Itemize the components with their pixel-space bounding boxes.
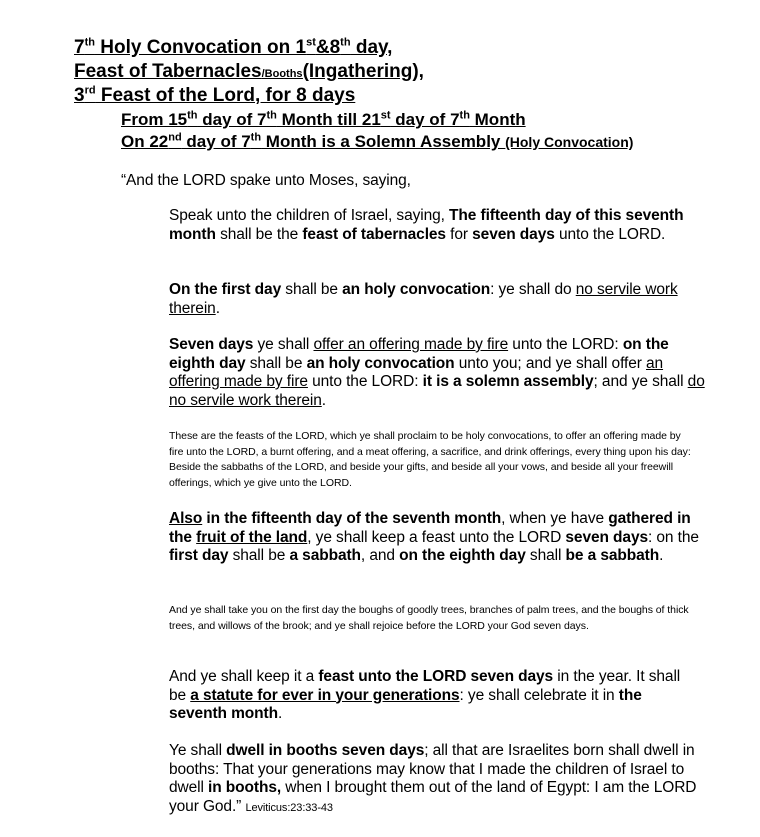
intro-line: “And the LORD spake unto Moses, saying, bbox=[121, 172, 411, 189]
verse-paragraph-3: Seven days ye shall offer an offering made by fire unto the LORD: on the eighth day shall be an holy convocation unto you; and ye shall offer an offering made by fire unto the LORD: it is a solemn assembly; and ye shall do no servile work therein. bbox=[169, 336, 705, 409]
heading-solemn-assembly: On 22nd day of 7th Month is a Solemn Assembly (Holy Convocation) bbox=[121, 131, 634, 151]
verse-paragraph-6: And ye shall take you on the first day the boughs of goodly trees, branches of palm trees, and the boughs of thick trees, and willows of the brook; and ye shall rejoice before the LORD your God seven days. bbox=[169, 604, 689, 632]
heading-date-range: From 15th day of 7th Month till 21st day of 7th Month bbox=[121, 109, 526, 129]
verse-paragraph-5: Also in the fifteenth day of the seventh month, when ye have gathered in the fruit of the land, ye shall keep a feast unto the LORD seven days: on the first day shall be a sabbath, and on the eighth day shall be a sabbath. bbox=[169, 510, 699, 564]
heading-feast-of-tabernacles: Feast of Tabernacles/Booths(Ingathering), bbox=[74, 61, 424, 82]
verse-paragraph-8: Ye shall dwell in booths seven days; all that are Israelites born shall dwell in booths: That your generations may know that I made the children of Israel to dwell in booths, when I brought them out of the land of Egypt: I am the LORD your God.” Leviticus:23:33-43 bbox=[169, 742, 697, 815]
scripture-reference: Leviticus:23:33-43 bbox=[245, 801, 333, 814]
heading-third-feast: 3rd Feast of the Lord, for 8 days bbox=[74, 84, 356, 106]
verse-paragraph-2: On the first day shall be an holy convocation: ye shall do no servile work therein. bbox=[169, 281, 678, 317]
verse-paragraph-7: And ye shall keep it a feast unto the LORD seven days in the year. It shall be a statute for ever in your generations: ye shall celebrate it in the seventh month. bbox=[169, 668, 681, 722]
heading-holy-convocation: 7th Holy Convocation on 1st&8th day, bbox=[74, 36, 393, 58]
verse-paragraph-4: These are the feasts of the LORD, which ye shall proclaim to be holy convocations, to offer an offering made by fire unto the LORD, a burnt offering, and a meat offering, a sacrifice, and drink offerings, every thing upon his day: Beside the sabbaths of the LORD, and beside your gifts, and beside all your vows, and beside all your freewill offerings, which ye give unto the LORD. bbox=[169, 430, 691, 489]
verse-paragraph-1: Speak unto the children of Israel, saying, The fifteenth day of this seventh month shall be the feast of tabernacles for seven days unto the LORD. bbox=[169, 207, 684, 243]
